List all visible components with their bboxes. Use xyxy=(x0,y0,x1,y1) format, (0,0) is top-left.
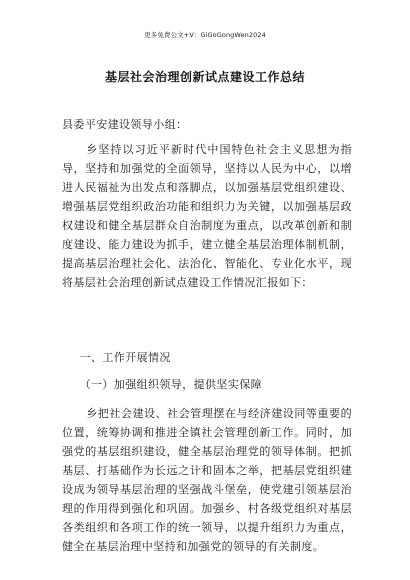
salutation: 县委平安建设领导小组： xyxy=(62,118,188,131)
body-paragraph: 乡把社会建设、社会管理摆在与经济建设同等重要的位置，统筹协调和推进全镇社会管理创新工作。同时，加强党的基层组织建设，健全基层治理党的领导体制。把抓基层、打基础作为长远之计和固本之举，把基层党组织建设成为领导基层治理的坚强战斗堡垒，使党建引领基层治理的作用得到强化和巩固。加强乡、村各级党组织对基层各类组织和各项工作的统一领导，以提升组织力为重点，健全在基层治理中坚持和加强党的领导的有关制度。 xyxy=(62,407,352,553)
header-note: 更多免费公文+V：GiGoGongWen2024 xyxy=(144,31,266,39)
section-heading: 一、工作开展情况 xyxy=(79,351,171,364)
subsection-heading: （一）加强组织领导，提供坚实保障 xyxy=(79,378,262,391)
intro-paragraph: 乡坚持以习近平新时代中国特色社会主义思想为指导，坚持和加强党的全面领导，坚持以人民为中心，以增进人民福祉为出发点和落脚点，以加强基层党组织建设、增强基层党组织政治功能和组织力为关键，以加强基层政权建设和健全基层群众自治制度为重点，以改革创新和制度建设、能力建设为抓手，建立健全基层治理体制机制，提高基层治理社会化、法治化、智能化、专业化水平，现将基层社会治理创新试点建设工作情况汇报如下： xyxy=(62,143,352,289)
document-title: 基层社会治理创新试点建设工作总结 xyxy=(104,70,305,84)
